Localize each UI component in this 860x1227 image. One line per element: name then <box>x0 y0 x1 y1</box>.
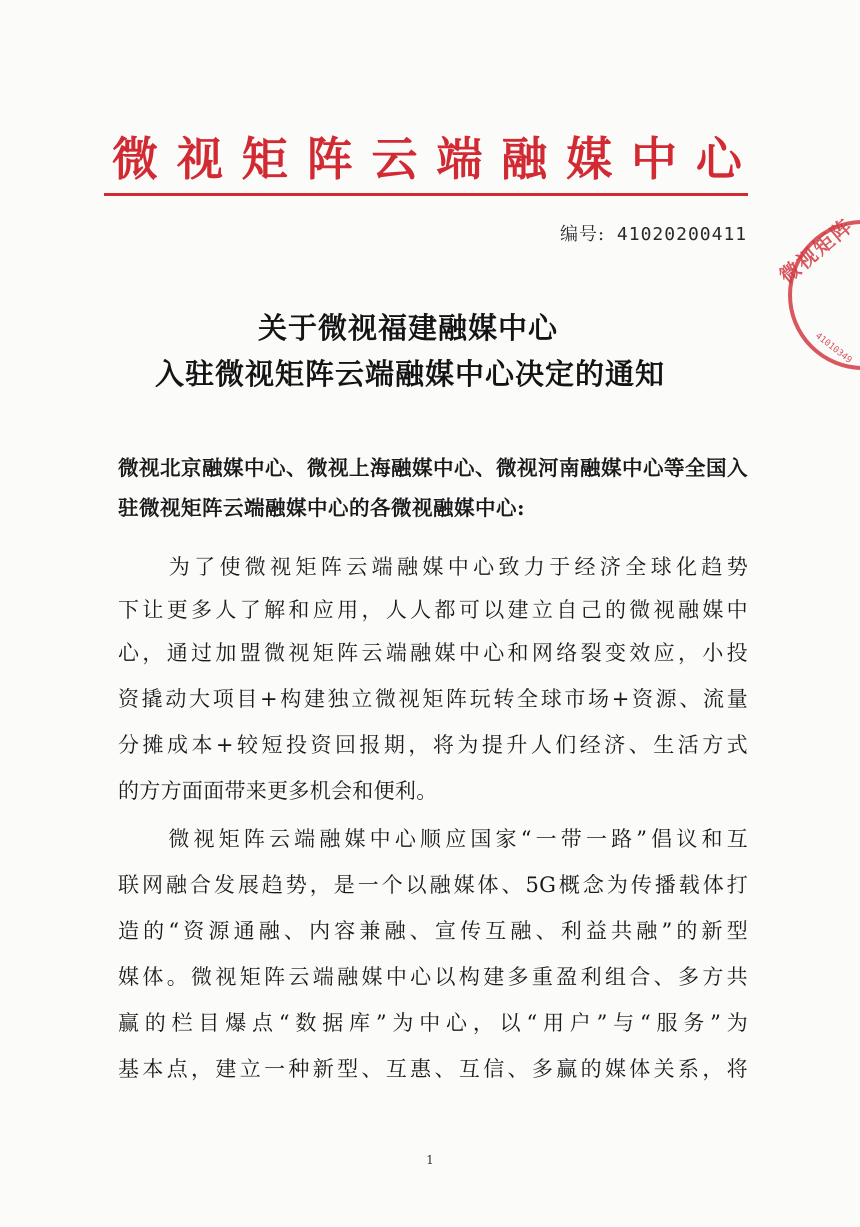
notice-title-line-1: 关于微视福建融媒中心 <box>257 311 558 345</box>
body-line: 造的“资源通融、内容兼融、宣传互融、利益共融”的新型 <box>118 919 748 943</box>
letterhead-rule <box>104 193 748 196</box>
body-line: 下让更多人了解和应用，人人都可以建立自己的微视融媒中 <box>118 598 748 622</box>
addressee: 微视北京融媒中心、微视上海融媒中心、微视河南融媒中心等全国入驻微视矩阵云端融媒中心的各微视融媒中心: <box>118 456 748 520</box>
document-number-value: 41020200411 <box>616 224 748 245</box>
letterhead-char: 矩 <box>241 132 288 186</box>
document-number <box>560 220 760 246</box>
body-line: 基本点，建立一种新型、互惠、互信、多赢的媒体关系，将 <box>118 1057 748 1081</box>
letterhead-char: 视 <box>176 132 223 186</box>
body-line: 媒体。微视矩阵云端融媒中心以构建多重盈利组合、多方共 <box>118 965 748 989</box>
body-line: 资撬动大项目+构建独立微视矩阵玩转全球市场+资源、流量 <box>118 687 748 711</box>
body-line: 赢的栏目爆点“数据库”为中心，以“用户”与“服务”为 <box>118 1011 748 1035</box>
letterhead-char: 融 <box>501 132 548 186</box>
body-line: 分摊成本+较短投资回报期，将为提升人们经济、生活方式 <box>118 733 748 757</box>
body-line: 的方方面面带来更多机会和便利。 <box>118 779 438 803</box>
letterhead-char: 心 <box>695 132 742 186</box>
letterhead-char: 中 <box>631 132 677 186</box>
letterhead-char: 云 <box>371 132 418 186</box>
body-line: 联网融合发展趋势，是一个以融媒体、5G概念为传播载体打 <box>118 873 748 897</box>
body-line: 微视矩阵云端融媒中心顺应国家“一带一路”倡议和互 <box>118 827 748 851</box>
document-number-label: 编号: <box>560 224 606 245</box>
notice-title-line-2: 入驻微视矩阵云端融媒中心决定的通知 <box>154 357 665 391</box>
letterhead-char: 端 <box>436 132 483 186</box>
body-line: 为了使微视矩阵云端融媒中心致力于经济全球化趋势 <box>118 555 748 579</box>
letterhead-char: 阵 <box>306 132 353 186</box>
body-line: 心，通过加盟微视矩阵云端融媒中心和网络裂变效应，小投 <box>118 641 748 665</box>
seal-number: 41010349 <box>813 331 854 366</box>
letterhead-title <box>112 126 742 186</box>
letterhead-char: 微 <box>112 132 158 186</box>
letterhead-char: 媒 <box>566 132 613 186</box>
page-number: 1 <box>426 1153 434 1167</box>
seal-text: 微视矩阵 <box>774 213 858 289</box>
